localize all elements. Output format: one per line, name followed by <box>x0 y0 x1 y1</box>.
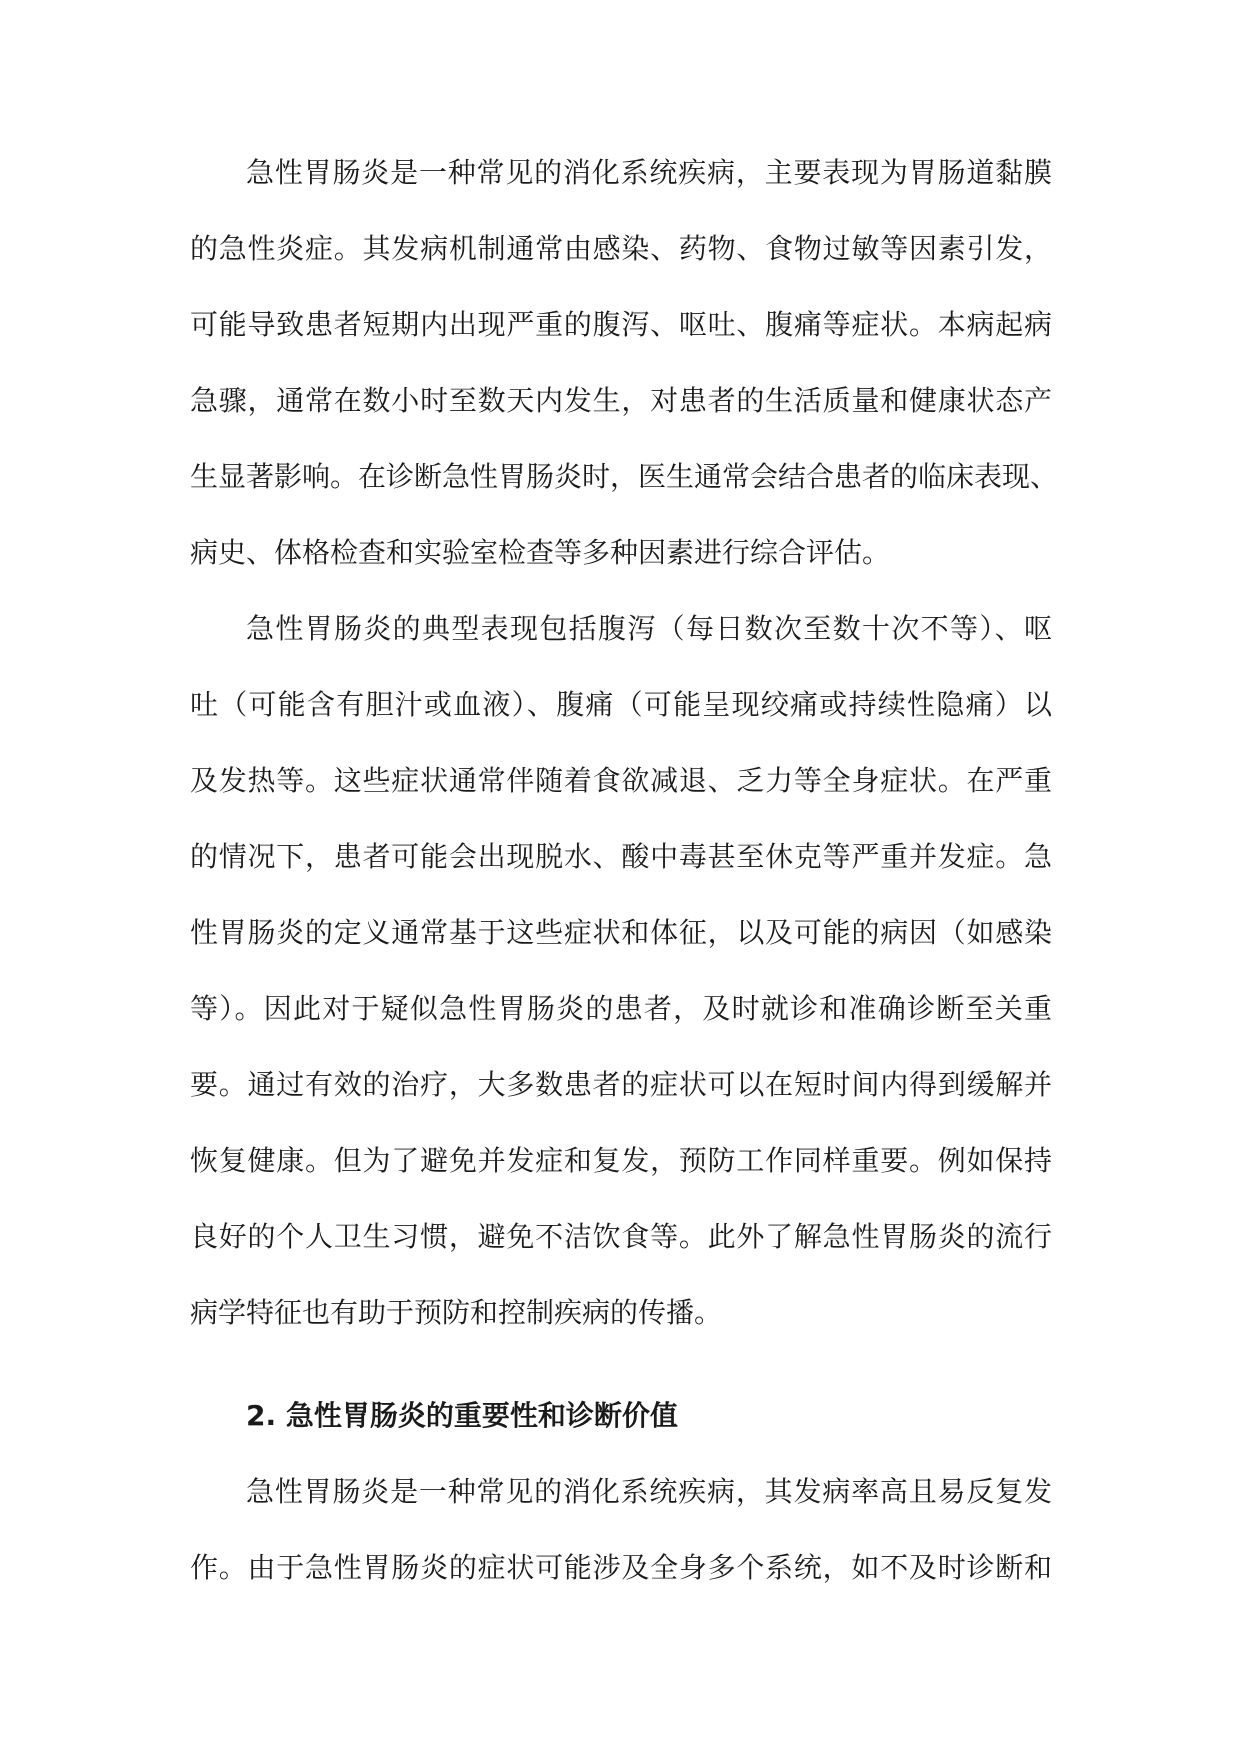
paragraph-1-line-4: 急骤，通常在数小时至数天内发生，对患者的生活质量和健康状态产 <box>190 384 1052 417</box>
paragraph-2-line-2: 吐（可能含有胆汁或血液）、腹痛（可能呈现绞痛或持续性隐痛）以 <box>190 688 1052 721</box>
paragraph-1-line-6: 病史、体格检查和实验室检查等多种因素进行综合评估。 <box>190 536 891 569</box>
paragraph-1-line-1: 急性胃肠炎是一种常见的消化系统疾病，主要表现为胃肠道黏膜 <box>246 156 1052 189</box>
paragraph-2-line-6: 等）。因此对于疑似急性胃肠炎的患者，及时就诊和准确诊断至关重 <box>190 992 1052 1025</box>
section-heading: 2. 急性胃肠炎的重要性和诊断价值 <box>246 1399 678 1432</box>
paragraph-2-line-3: 及发热等。这些症状通常伴随着食欲减退、乏力等全身症状。在严重 <box>190 764 1052 797</box>
paragraph-1-line-2: 的急性炎症。其发病机制通常由感染、药物、食物过敏等因素引发， <box>190 232 1052 265</box>
paragraph-2-line-10: 病学特征也有助于预防和控制疾病的传播。 <box>190 1296 723 1329</box>
paragraph-1-line-5: 生显著影响。在诊断急性胃肠炎时，医生通常会结合患者的临床表现、 <box>190 460 1059 493</box>
paragraph-2-line-5: 性胃肠炎的定义通常基于这些症状和体征，以及可能的病因（如感染 <box>190 916 1052 949</box>
paragraph-1-line-3: 可能导致患者短期内出现严重的腹泻、呕吐、腹痛等症状。本病起病 <box>190 308 1052 341</box>
paragraph-2-line-7: 要。通过有效的治疗，大多数患者的症状可以在短时间内得到缓解并 <box>190 1068 1052 1101</box>
paragraph-2-line-4: 的情况下，患者可能会出现脱水、酸中毒甚至休克等严重并发症。急 <box>190 840 1052 873</box>
paragraph-3-line-1: 急性胃肠炎是一种常见的消化系统疾病，其发病率高且易反复发 <box>246 1475 1052 1508</box>
paragraph-2-line-8: 恢复健康。但为了避免并发症和复发，预防工作同样重要。例如保持 <box>190 1144 1052 1177</box>
paragraph-2-line-1: 急性胃肠炎的典型表现包括腹泻（每日数次至数十次不等）、呕 <box>246 612 1052 645</box>
paragraph-3-line-2: 作。由于急性胃肠炎的症状可能涉及全身多个系统，如不及时诊断和 <box>190 1551 1052 1584</box>
paragraph-2-line-9: 良好的个人卫生习惯，避免不洁饮食等。此外了解急性胃肠炎的流行 <box>190 1220 1052 1253</box>
